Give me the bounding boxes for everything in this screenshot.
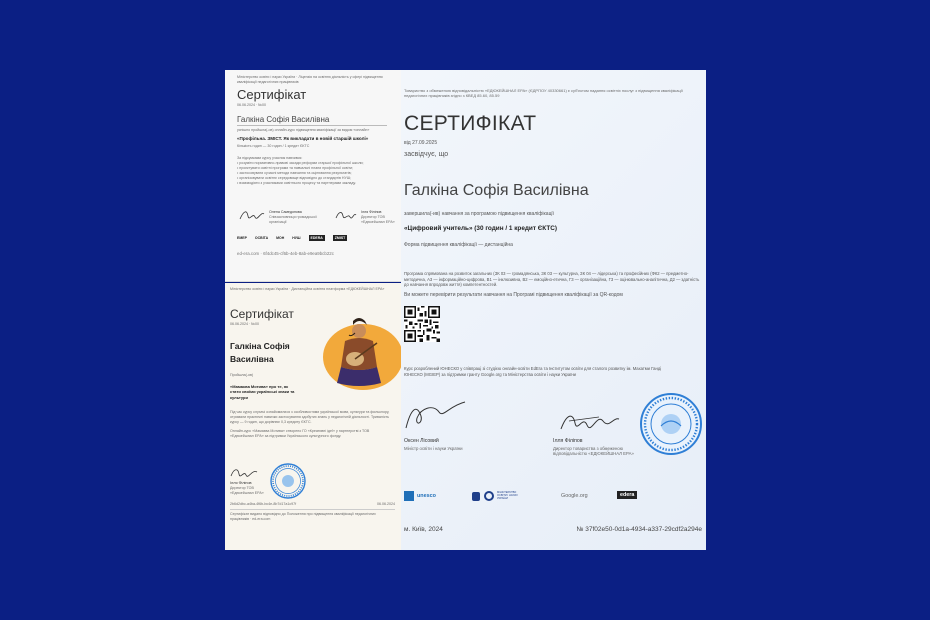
divider [230,509,395,510]
bottom-row [230,502,395,522]
signer-role: Міністр освіти і науки України [404,446,463,451]
cert-header: Товариство з обмеженою відповідальністю «ЕДЮКЕЙШНАЛ ЕРА» (ЄДРПОУ 40330661) є суб'єктом надання освітніх послуг з підвищення кваліфікації педагогічних працівників згідно з КВЕД 85.60, 85.59 [404,88,683,98]
certificate-left-bottom [225,283,401,550]
partner-text: Онлайн-курс «Мамаєва Мотива» створено ГО «Креативні ідеї» у партнерстві з ТОВ «Едюкейшнал ЕРА» за підтримки Українського культурного фонду. [230,429,370,438]
mon-icon [484,491,494,501]
partner-logo: Google.org [561,493,588,499]
certifies-text: засвідчує, що [404,151,449,158]
cert-date-bottom: 06.06.2024 [377,502,395,506]
studied-text: успішно пройшла(-ов) онлайн-курс підвищення кваліфікації за видом «онлайн» [237,128,370,132]
recipient-name: Галкіна Софія Василівна [230,341,290,364]
stamp-seal-icon [270,463,306,499]
cert-header: Міністерство освіти і науки України · Дистанційна освітня платформа «ЕДЮКЕЙШНАЛ ЕРА» [230,287,385,291]
studied-text: Пройшла(-ов) [230,373,254,377]
list-item: • розуміти нормативно-правові засади реформи старшої профільної школи; [237,161,364,165]
course-title: «Профільна. ЗМІСТ. Як викладати в новій старшій школі» [237,136,369,141]
partner-logo: edera [617,491,637,499]
verification-url: ed-era.com · 6f4dc45-cf6b-4eb-8ab-e9ea9bcb22c [237,251,334,256]
list-item: За підсумками курсу учасник навчився: [237,156,303,160]
certificate-main [401,70,706,550]
issue-city: м. Київ, 2024 [404,526,443,533]
signer-name: Олена Самедонова [269,210,302,214]
partner-logos [404,490,644,504]
course-title: «Мамаєва Мотива» про те, як стати своїми українські знаки та культури [230,384,295,400]
partner-logo: ZMIST [334,236,346,240]
divider [237,125,387,126]
partner-logo: unesco [417,493,436,499]
list-item: • взаємодіяти з учасниками освітнього процесу та партнерами закладу. [237,181,356,185]
signer-role: Директор товариства з обмеженою відповідальністю «ЕДЮКЕЙШНАЛ ЕРА» [553,446,634,457]
cert-title: Сертифікат [237,87,307,102]
signer-role: Співзасновниця громадської організації [269,215,317,224]
partner-logo: ОСВІТА [254,236,269,240]
bullet-list [237,156,395,186]
signature-icon [230,466,258,480]
certificate-left-top [225,70,401,282]
partner-logo: МІНІСТЕРСТВО ОСВІТИ І НАУКИ УКРАЇНИ [497,491,518,501]
list-item: • застосовувати сучасні методи навчання та оцінювання результатів; [237,171,352,175]
recipient-name: Галкіна Софія Василівна [237,115,330,124]
signer-role: Директор ТОВ «Едюкейшнал ЕРА» [230,486,264,495]
signature-icon [559,407,621,435]
bottom-codes [230,502,395,507]
signer-name: Ілля Філіпов [361,210,382,214]
signer-name: Ілля Філіпов [553,438,583,444]
cert-title: Сертифікат [230,307,294,321]
cert-date: 06.06.2024 · №00 [230,322,260,326]
studied-text: завершила(-ив) навчання за програмою підвищення кваліфікації [404,211,554,217]
qr-code-icon[interactable] [404,306,440,342]
developed-by: Курс розроблений ЮНЕСКО у співпраці зі студією онлайн-освіти EdEra та Інститутом освіти для сталого розвитку ім. Махатми Ганді ЮНЕСКО (MGIEP) за підтримки гранту Google.org та Міністерства освіти і науки України [404,366,662,377]
hours-text: Кількість годин — 30 годин / 1 кредит ЄКТС [237,144,310,148]
cert-header: Міністерство освіти і науки України · Ліцензія на освітню діяльність у сфері підвищення кваліфікації педагогічних працівників [237,75,383,84]
signature-icon [239,208,265,222]
list-item: • організовувати освітнє середовище відповідно до стандартів НУШ; [237,176,352,180]
partner-logo: МОН [276,236,285,240]
qr-instructions: Ви можете перевірити результати навчання на Програмі підвищення кваліфікації за QR-кодом [404,292,623,298]
recipient-name: Галкіна Софія Василівна [404,182,589,199]
cossack-illustration-icon [315,313,401,391]
cert-title: СЕРТИФІКАТ [404,112,537,135]
stamp-seal-icon [639,392,703,456]
trident-icon [472,492,480,501]
cert-date: 06.06.2024 · №00 [237,103,267,107]
description [230,410,390,439]
partner-logo: EDERA [310,236,323,240]
cert-footer: Сертифікат видано відповідно до Положення про підвищення кваліфікації педагогічних працівників · ed-era.com [230,512,376,521]
signature-icon [403,398,468,432]
cert-date: від 27.09.2025 [404,140,438,146]
signature-icon [335,208,357,222]
course-title: «Цифровий учитель» (30 годин / 1 кредит ЄКТС) [404,225,558,232]
certificate-code: 2b6d2dbc-a4ba-4f6b-bc4e-8b7d17a1c97f [230,502,297,506]
description-text: Під час курсу слухачі ознайомилися з особливостями української мови, культури та фольклору, отримали практичні навички застосування здобутих знань у педагогічній діяльності. Тривалість курсу — 9 годин, що дорівнює 0,3 кредиту ЄКТС. [230,410,390,424]
unesco-icon [404,491,414,501]
signer-name: Ілля Філіпов [230,481,252,485]
program-description: Програма спрямована на розвиток загальних (ЗК 03 — громадянська, ЗК 03 — культурна, ЗК 04 — лідерська) та професійних (ФК2 — предметно-методична, А3 — інформаційно-цифрова, В1 — інклюзивна, В2 — емоційно-етична, Г3 — організаційна, Г3 — оцінювально-аналітична, Д2 — здатність до навчання впродовж життя) компетентностей. [404,271,700,288]
education-form: Форма підвищення кваліфікації — дистанційна [404,242,513,248]
list-item: • проєктувати освітні програми та навчальні плани профільної освіти; [237,166,354,170]
signer-role: Директор ТОВ «Едюкейшнал ЕРА» [361,215,395,224]
signer-name: Оксен Лісовий [404,438,439,444]
partner-logo: ЕМЕР [237,236,247,240]
certificate-number: № 37f02e50-0d1a-4934-a337-29cdf2a294e [576,526,702,533]
partner-logo: НУШ [292,236,301,240]
partner-logos [237,233,397,243]
